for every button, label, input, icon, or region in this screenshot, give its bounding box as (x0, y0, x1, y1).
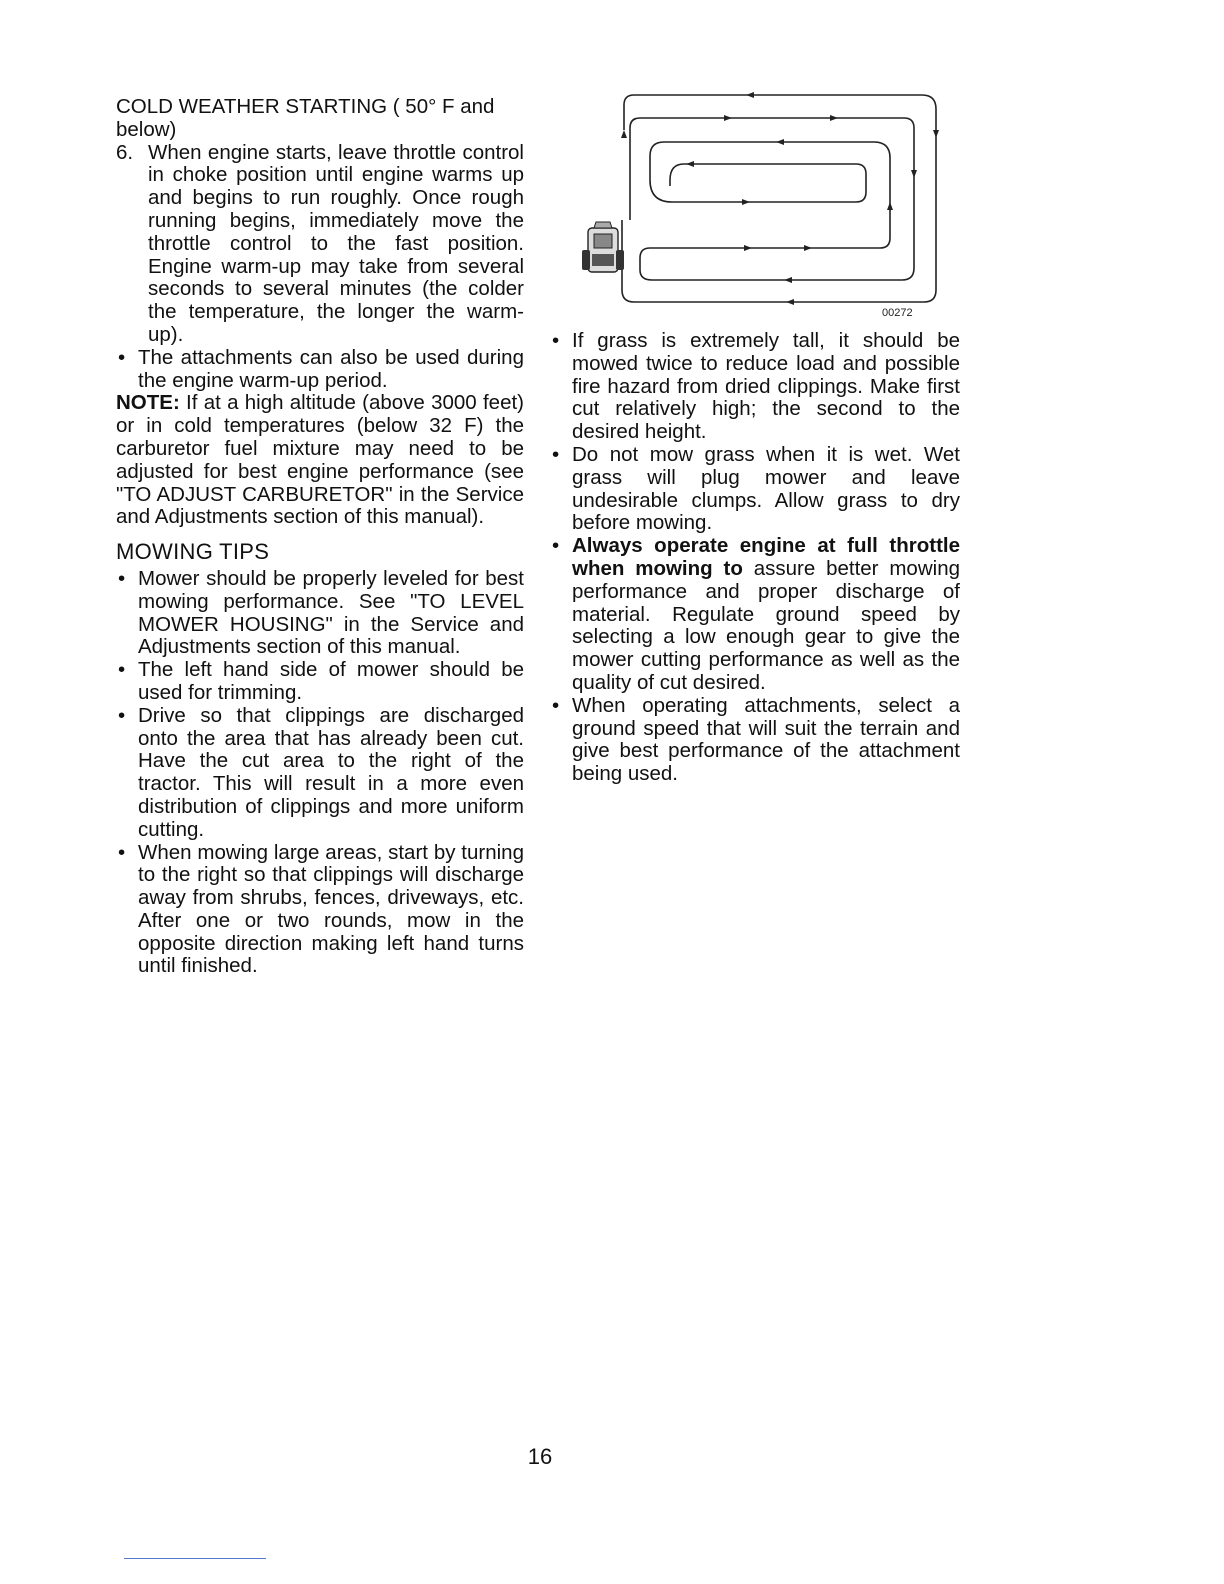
note-label: NOTE: (116, 391, 180, 415)
figure-code: 00272 (882, 307, 913, 319)
arrow-icon (887, 202, 893, 210)
left-column (116, 96, 524, 978)
inner-path (650, 164, 866, 202)
bullet-body: Do not mow grass when it is wet. Wet grass will plug mower and leave undesirable clumps. Allow grass to dry before mowing. (572, 442, 960, 535)
step-number: 6. (116, 140, 134, 164)
bullet-text: Mower should be properly leveled for best mowing performance. See "TO LEVEL MOWER HOUSING" in the Service and Adjustments section of this manual. (138, 566, 524, 659)
list-item (550, 444, 960, 535)
mowing-pattern-figure (574, 90, 954, 320)
bullet-bold-lead: Always operate engine at full throttle when mowing to (572, 534, 960, 580)
bullet-body: assure better mowing performance and proper discharge of material. Regulate ground speed by selecting a low enough gear to give the mower cutting performance as well as the quality of cut desired. (572, 556, 960, 694)
bullet-text (572, 444, 960, 535)
list-item (116, 705, 524, 842)
bullet-icon: • (552, 329, 560, 352)
bullet-text: The left hand side of mower should be used for trimming. (138, 658, 524, 704)
list-item (116, 568, 524, 659)
outer-path (622, 95, 936, 302)
bullet-body: When operating attachments, select a ground speed that will suit the terrain and give best performance of the attachment being used. (572, 693, 960, 786)
arrow-icon (621, 130, 627, 138)
arrow-icon (911, 170, 917, 178)
arrow-icon (776, 139, 784, 145)
bullet-icon: • (118, 566, 126, 590)
cold-weather-bullets (116, 347, 524, 393)
step-text: When engine starts, leave throttle control in choke position until engine warms up and begins to run roughly. Once rough running begins, immediately move the throttle control to the fast position. Engine warm-up may take from several seconds to several minutes (the colder the temperature, the longer the warm-up). (148, 140, 524, 346)
note-paragraph (116, 392, 524, 529)
arrow-icon (804, 245, 812, 251)
list-item (116, 842, 524, 979)
list-item (550, 695, 960, 786)
bullet-body: If grass is extremely tall, it should be mowed twice to reduce load and possible fire hazard from dried clippings. Make first cut relatively high; the second to the desired height. (572, 329, 960, 444)
bullet-text: The attachments can also be used during the engine warm-up period. (138, 345, 524, 392)
bullet-icon: • (552, 442, 560, 466)
arrow-icon (686, 161, 694, 167)
arrow-icon (742, 199, 750, 205)
arrow-icon (830, 115, 838, 121)
arrow-icon (746, 92, 754, 98)
mowing-tips-right-list (550, 330, 960, 786)
spiral-path (630, 118, 914, 280)
bullet-icon: • (552, 693, 560, 717)
bullet-text: Drive so that clippings are discharged onto the area that has already been cut. Have the cut area to the right of the tractor. This will result in a more even distribution of clippings and more uniform cutting. (138, 703, 524, 841)
bullet-icon: • (118, 658, 126, 682)
arrow-icon (933, 130, 939, 138)
arrow-icon (724, 115, 732, 121)
list-item (550, 330, 960, 444)
footer-rule (124, 1558, 266, 1559)
arrow-icon (744, 245, 752, 251)
bullet-text (572, 330, 960, 444)
bullet-icon: • (118, 345, 126, 369)
mowing-tips-left-list (116, 568, 524, 978)
right-column (550, 330, 960, 786)
bullet-text (572, 695, 960, 786)
cold-weather-heading: COLD WEATHER STARTING ( 50° F and below) (116, 95, 495, 141)
bullet-icon: • (118, 703, 126, 727)
bullet-icon: • (552, 534, 560, 558)
step-6 (116, 142, 524, 347)
bullet-text (572, 535, 960, 695)
list-item (116, 347, 524, 393)
mowing-tips-title: MOWING TIPS (116, 539, 270, 565)
bullet-text: When mowing large areas, start by turning to the right so that clippings will discharge away from shrubs, fences, driveways, etc. After one or two rounds, mow in the opposite direction making left hand turns until finished. (138, 840, 524, 978)
mowing-pattern-diagram (574, 90, 954, 320)
tractor-icon (582, 222, 624, 272)
bullet-icon: • (118, 840, 126, 864)
page-number: 16 (527, 1444, 553, 1469)
arrow-icon (786, 299, 794, 305)
note-text: If at a high altitude (above 3000 feet) or in cold temperatures (below 32 F) the carburetor fuel mixture may need to be adjusted for best engine performance (see "TO ADJUST CARBURETOR" in the Service and Adjustments section of this manual). (116, 391, 524, 529)
arrow-icon (784, 277, 792, 283)
list-item (116, 659, 524, 705)
list-item (550, 535, 960, 695)
